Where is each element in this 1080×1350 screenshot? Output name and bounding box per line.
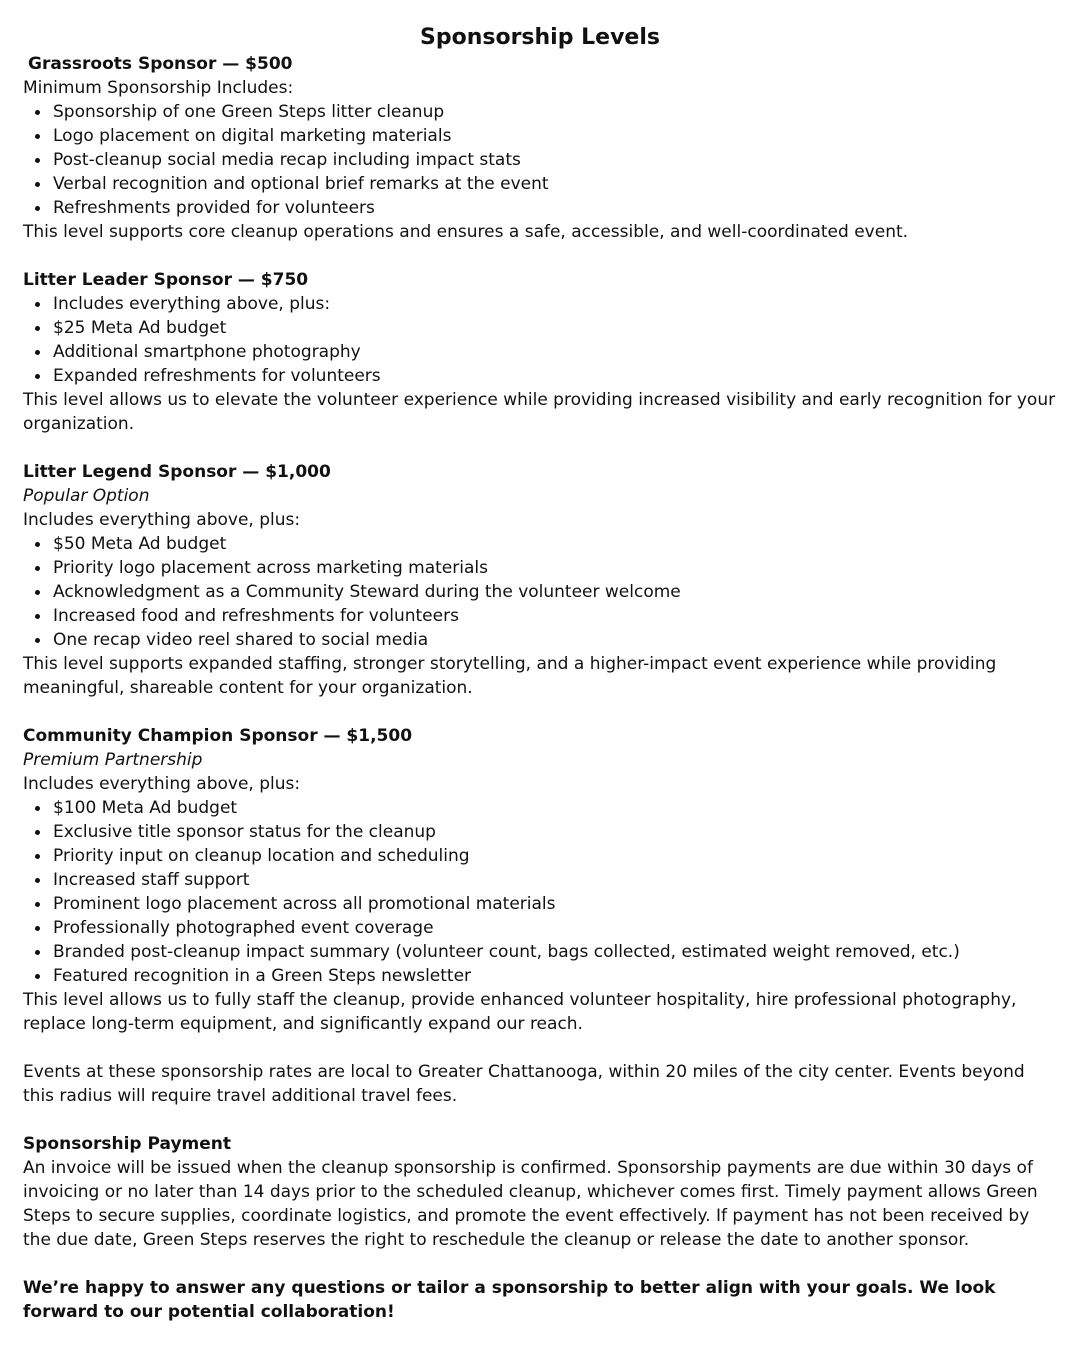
tier-intro: Includes everything above, plus: — [23, 510, 301, 530]
tier-litter-leader — [23, 268, 1057, 436]
tier-community-champion — [23, 724, 1057, 1036]
tier-summary: This level supports core cleanup operations and ensures a safe, accessible, and well-coordinated event. — [23, 222, 909, 242]
tier-benefits-list — [23, 796, 1057, 988]
tier-heading: Litter Legend Sponsor — $1,000 — [23, 462, 331, 482]
list-item: Post-cleanup social media recap including impact stats — [53, 148, 1057, 172]
closing-statement: We’re happy to answer any questions or tailor a sponsorship to better align with your goals. We look forward to our potential collaboration! — [23, 1278, 996, 1322]
list-item: Branded post-cleanup impact summary (volunteer count, bags collected, estimated weight removed, etc.) — [53, 940, 1057, 964]
spacer — [23, 1036, 1057, 1060]
tier-benefits-list — [23, 100, 1057, 220]
list-item: Includes everything above, plus: — [53, 292, 1057, 316]
spacer — [23, 244, 1057, 268]
tier-tag: Popular Option — [23, 486, 150, 506]
tier-summary: This level allows us to fully staff the cleanup, provide enhanced volunteer hospitality, hire professional photography, replace long-term equipment, and significantly expand our reach. — [23, 990, 1017, 1034]
payment-body: An invoice will be issued when the cleanup sponsorship is confirmed. Sponsorship payments are due within 30 days of invoicing or no later than 14 days prior to the scheduled cleanup, whichever comes first. Timely payment allows Green Steps to secure supplies, coordinate logistics, and promote the event effectively. If payment has not been received by the due date, Green Steps reserves the right to reschedule the cleanup or release the date to another sponsor. — [23, 1158, 1038, 1250]
spacer — [23, 1108, 1057, 1132]
tier-intro: Includes everything above, plus: — [23, 774, 301, 794]
list-item: Priority logo placement across marketing materials — [53, 556, 1057, 580]
tier-benefits-list — [23, 532, 1057, 652]
list-item: Increased staff support — [53, 868, 1057, 892]
tier-heading: Litter Leader Sponsor — $750 — [23, 270, 309, 290]
list-item: Expanded refreshments for volunteers — [53, 364, 1057, 388]
list-item: One recap video reel shared to social media — [53, 628, 1057, 652]
list-item: Verbal recognition and optional brief remarks at the event — [53, 172, 1057, 196]
spacer — [23, 700, 1057, 724]
list-item: Exclusive title sponsor status for the cleanup — [53, 820, 1057, 844]
spacer — [23, 436, 1057, 460]
tier-tag: Premium Partnership — [23, 750, 203, 770]
payment-section — [23, 1132, 1057, 1252]
tier-heading: Grassroots Sponsor — $500 — [28, 54, 293, 74]
list-item: Additional smartphone photography — [53, 340, 1057, 364]
list-item: Prominent logo placement across all promotional materials — [53, 892, 1057, 916]
list-item: $50 Meta Ad budget — [53, 532, 1057, 556]
list-item: Professionally photographed event coverage — [53, 916, 1057, 940]
tier-intro: Minimum Sponsorship Includes: — [23, 78, 294, 98]
list-item: Logo placement on digital marketing materials — [53, 124, 1057, 148]
list-item: Featured recognition in a Green Steps newsletter — [53, 964, 1057, 988]
list-item: Priority input on cleanup location and scheduling — [53, 844, 1057, 868]
list-item: Increased food and refreshments for volunteers — [53, 604, 1057, 628]
list-item: $25 Meta Ad budget — [53, 316, 1057, 340]
list-item: Refreshments provided for volunteers — [53, 196, 1057, 220]
list-item: Acknowledgment as a Community Steward during the volunteer welcome — [53, 580, 1057, 604]
tier-benefits-list — [23, 292, 1057, 388]
tier-summary: This level allows us to elevate the volunteer experience while providing increased visibility and early recognition for your organization. — [23, 390, 1056, 434]
spacer — [23, 1252, 1057, 1276]
tier-heading: Community Champion Sponsor — $1,500 — [23, 726, 413, 746]
payment-heading: Sponsorship Payment — [23, 1134, 232, 1154]
list-item: $100 Meta Ad budget — [53, 796, 1057, 820]
tier-grassroots — [23, 52, 1057, 244]
travel-note: Events at these sponsorship rates are local to Greater Chattanooga, within 20 miles of the city center. Events beyond this radius will require travel additional travel fees. — [23, 1062, 1025, 1106]
tier-litter-legend — [23, 460, 1057, 700]
page-title: Sponsorship Levels — [420, 25, 660, 50]
tier-summary: This level supports expanded staffing, stronger storytelling, and a higher-impact event experience while providing meaningful, shareable content for your organization. — [23, 654, 997, 698]
list-item: Sponsorship of one Green Steps litter cleanup — [53, 100, 1057, 124]
